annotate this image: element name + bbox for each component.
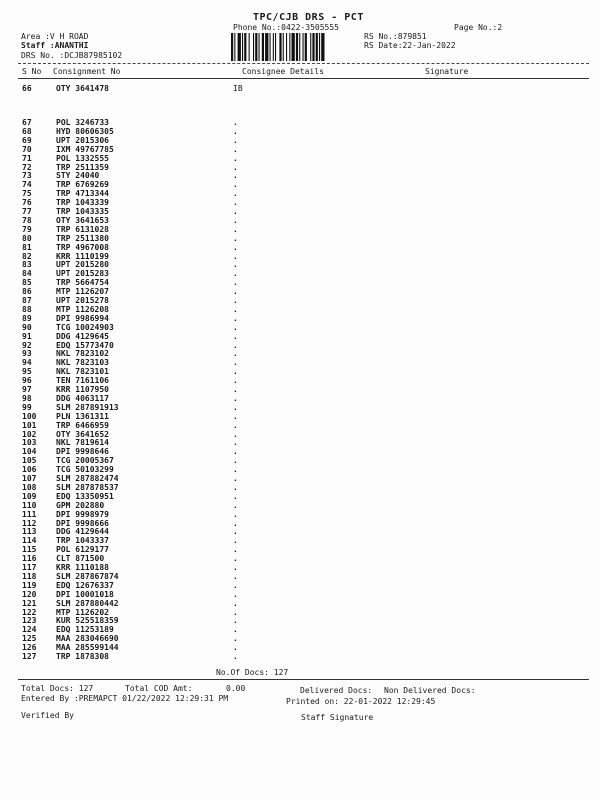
entered-by: Entered By :PREMAPCT 01/22/2022 12:29:31 PM [21,694,229,703]
row-consignee-details: . [233,634,238,644]
row-consignee-details: . [233,349,238,359]
row-sno: 83 [22,260,32,270]
row-sno: 105 [22,456,37,466]
row-consignee-details: . [233,251,238,261]
row-sno: 72 [22,162,32,172]
row-consignment: DPI 9998666 [56,518,109,528]
row-sno: 69 [22,135,32,145]
row-consignment: MAA 283046690 [56,634,119,644]
column-header-details: Consignee Details [242,67,324,76]
rs-date: RS Date:22-Jan-2022 [364,41,456,50]
row-consignment: TRP 6131028 [56,224,109,234]
row-sno: 86 [22,287,32,297]
row-consignee-details: . [233,242,238,252]
row-consignee-details: . [233,340,238,350]
row-consignment: SLM 287891913 [56,402,119,412]
row-sno: 66 [22,84,32,93]
non-delivered-docs: Non Delivered Docs: [384,686,476,695]
row-consignee-details: . [233,545,238,555]
row-consignment: NKL 7819614 [56,438,109,448]
row-consignee-details: . [233,198,238,208]
row-consignment: TCG 50103299 [56,465,114,475]
row-sno: 67 [22,118,32,127]
row-consignment: NKL 7823101 [56,367,109,377]
row-consignment: TEN 7161106 [56,376,109,386]
row-consignment: TRP 6466959 [56,420,109,430]
row-consignment: HYD 80606305 [56,126,114,136]
row-consignment: TRP 5664754 [56,278,109,288]
row-sno: 113 [22,527,37,537]
row-consignment: TCG 10024903 [56,322,114,332]
row-consignment: SLM 287882474 [56,474,119,483]
column-header-sno: S No [22,67,42,76]
row-consignment: DPI 10001018 [56,589,114,599]
row-consignment: TRP 2511380 [56,233,109,243]
row-sno: 106 [22,465,37,475]
row-consignee-details: . [233,233,238,243]
row-sno: 70 [22,144,32,154]
row-sno: 91 [22,331,32,341]
row-sno: 85 [22,278,32,288]
row-sno: 112 [22,518,37,528]
row-consignment: TRP 1043337 [56,536,109,546]
column-header-consignment: Consignment No [53,67,121,76]
row-consignment: OTY 3641653 [56,215,109,225]
row-consignment: EDQ 11253189 [56,625,114,635]
row-consignee-details: . [233,652,238,661]
row-consignee-details: . [233,571,238,581]
row-consignee-details: . [233,385,238,394]
row-consignee-details: . [233,126,238,136]
row-consignment: SLM 287878537 [56,482,119,492]
row-consignment: TRP 6769269 [56,180,109,190]
row-sno: 75 [22,189,32,199]
row-sno: 88 [22,304,32,314]
row-consignee-details: . [233,224,238,234]
row-sno: 102 [22,429,37,439]
row-sno: 110 [22,500,37,510]
row-consignment: STY 24040 [56,171,100,181]
row-sno: 117 [22,563,37,572]
row-consignee-details: . [233,118,238,127]
row-consignee-details: . [233,616,238,626]
row-sno: 109 [22,491,37,501]
row-consignment: TRP 1043335 [56,207,109,216]
row-consignee-details: . [233,162,238,172]
no-of-docs: No.Of Docs: 127 [216,668,289,677]
row-sno: 80 [22,233,32,243]
row-consignment: DDG 4129645 [56,331,109,341]
row-sno: 98 [22,393,32,403]
row-consignee-details: . [233,456,238,466]
row-sno: 99 [22,402,32,412]
row-sno: 114 [22,536,37,546]
row-sno: 122 [22,607,37,617]
row-sno: 97 [22,385,32,394]
delivered-docs: Delivered Docs: [300,686,373,695]
row-consignee-details: . [233,278,238,288]
row-consignee-details: . [233,269,238,279]
staff-signature: Staff Signature [301,713,374,722]
row-sno: 93 [22,349,32,359]
row-sno: 119 [22,580,37,590]
footer-divider [18,679,589,680]
barcode-image [231,33,355,61]
total-cod-label: Total COD Amt: [125,684,193,693]
row-consignment: OTY 3641652 [56,429,109,439]
row-consignee-details: . [233,580,238,590]
row-consignee-details: . [233,402,238,412]
row-consignment: EDQ 12676337 [56,580,114,590]
row-consignment: TRP 4713344 [56,189,109,199]
total-docs: Total Docs: 127 [21,684,94,693]
row-sno: 121 [22,598,37,608]
row-consignee-details: . [233,527,238,537]
row-consignee-details: . [233,215,238,225]
row-consignee-details: . [233,180,238,190]
row-consignee-details: . [233,189,238,199]
header-divider-top [18,63,589,64]
row-consignment: POL 3246733 [56,118,109,127]
row-consignment: TCG 20005367 [56,456,114,466]
row-consignment: POL 6129177 [56,545,109,555]
row-consignee-details: . [233,287,238,297]
row-consignee-details: . [233,358,238,368]
row-consignment: KUR 525518359 [56,616,119,626]
row-consignee-details: . [233,322,238,332]
row-consignee-details: . [233,447,238,457]
row-consignee-details: . [233,500,238,510]
row-consignee-details: . [233,607,238,617]
row-consignment: CLT 871500 [56,554,105,564]
row-consignee-details: . [233,296,238,305]
row-consignment: NKL 7823103 [56,358,109,368]
row-consignee-details: . [233,135,238,145]
row-consignment: UPT 2015280 [56,260,109,270]
row-sno: 126 [22,643,37,653]
total-cod-value: 0.00 [226,684,246,693]
printed-on: Printed on: 22-01-2022 12:29:45 [286,697,436,706]
row-consignment: MTP 1126208 [56,304,109,314]
row-consignment: MAA 285599144 [56,643,119,653]
row-sno: 95 [22,367,32,377]
page-number: Page No.:2 [454,23,503,32]
row-sno: 100 [22,411,37,421]
row-consignment: TRP 4967008 [56,242,109,252]
row-sno: 116 [22,554,37,564]
row-consignee-details: . [233,465,238,475]
row-consignment: SLM 287880442 [56,598,119,608]
column-header-signature: Signature [425,67,469,76]
area-label: Area :V H ROAD [21,32,89,41]
row-consignment: TRP 2511359 [56,162,109,172]
row-sno: 118 [22,571,37,581]
row-sno: 87 [22,296,32,305]
row-consignee-details: . [233,153,238,163]
row-sno: 82 [22,251,32,261]
row-consignee-details: . [233,598,238,608]
row-consignee-details: . [233,589,238,599]
row-consignment: SLM 287867874 [56,571,119,581]
row-consignee-details: . [233,509,238,519]
row-sno: 124 [22,625,37,635]
row-consignment: EDQ 15773470 [56,340,114,350]
row-sno: 79 [22,224,32,234]
row-consignee-details: . [233,207,238,216]
row-sno: 92 [22,340,32,350]
drs-number: DRS No. :DCJB87985102 [21,51,123,60]
row-consignee-details: . [233,491,238,501]
row-consignee-details: . [233,304,238,314]
row-consignee-details: . [233,367,238,377]
row-consignment: TRP 1043339 [56,198,109,208]
row-sno: 73 [22,171,32,181]
row-consignment: DPI 9998979 [56,509,109,519]
row-consignee-details: . [233,171,238,181]
row-consignee-details: . [233,429,238,439]
row-consignment: DPI 9986994 [56,313,109,323]
row-consignee-details: . [233,438,238,448]
row-consignee-details: . [233,260,238,270]
row-consignment: DDG 4129644 [56,527,109,537]
verified-by: Verified By [21,711,74,720]
row-consignment: UPT 2015306 [56,135,109,145]
row-sno: 107 [22,474,37,483]
row-sno: 89 [22,313,32,323]
row-sno: 120 [22,589,37,599]
row-consignment: POL 1332555 [56,153,109,163]
row-sno: 127 [22,652,37,661]
row-consignee-details: IB [233,84,243,93]
row-sno: 81 [22,242,32,252]
row-consignee-details: . [233,536,238,546]
row-consignment: MTP 1126207 [56,287,109,297]
row-consignee-details: . [233,625,238,635]
row-consignment: DPI 9998646 [56,447,109,457]
document-title: TPC/CJB DRS - PCT [253,12,364,23]
row-consignment: KRR 1110188 [56,563,109,572]
row-consignee-details: . [233,554,238,564]
row-sno: 77 [22,207,32,216]
row-consignment: TRP 1878308 [56,652,109,661]
row-sno: 94 [22,358,32,368]
phone-number: Phone No.:0422-3505555 [233,23,339,32]
row-sno: 84 [22,269,32,279]
row-sno: 71 [22,153,32,163]
row-sno: 123 [22,616,37,626]
row-consignment: MTP 1126202 [56,607,109,617]
row-sno: 115 [22,545,37,555]
row-sno: 101 [22,420,37,430]
row-sno: 78 [22,215,32,225]
row-sno: 125 [22,634,37,644]
row-consignee-details: . [233,144,238,154]
row-consignment: GPM 202880 [56,500,105,510]
row-consignee-details: . [233,563,238,572]
row-consignment: EDQ 13350951 [56,491,114,501]
row-consignee-details: . [233,376,238,386]
row-sno: 108 [22,482,37,492]
row-consignee-details: . [233,393,238,403]
row-sno: 103 [22,438,37,448]
row-consignment: KRR 1110199 [56,251,109,261]
row-consignee-details: . [233,643,238,653]
row-consignment: DDG 4063117 [56,393,109,403]
row-consignment: NKL 7823102 [56,349,109,359]
header-divider-bottom [18,78,589,79]
row-consignee-details: . [233,411,238,421]
row-sno: 68 [22,126,32,136]
row-consignment: IXM 49767785 [56,144,114,154]
row-sno: 90 [22,322,32,332]
row-consignee-details: . [233,474,238,483]
row-sno: 76 [22,198,32,208]
staff-label: Staff :ANANTHI [21,41,89,50]
row-consignment: KRR 1107950 [56,385,109,394]
row-consignment: OTY 3641478 [56,84,109,93]
row-consignment: UPT 2015283 [56,269,109,279]
row-consignment: UPT 2015278 [56,296,109,305]
row-consignee-details: . [233,313,238,323]
row-consignee-details: . [233,518,238,528]
row-consignee-details: . [233,420,238,430]
row-sno: 111 [22,509,37,519]
row-consignee-details: . [233,482,238,492]
row-sno: 96 [22,376,32,386]
row-sno: 104 [22,447,37,457]
row-sno: 74 [22,180,32,190]
row-consignment: PLN 1361311 [56,411,109,421]
row-consignee-details: . [233,331,238,341]
rs-number: RS No.:879851 [364,32,427,41]
